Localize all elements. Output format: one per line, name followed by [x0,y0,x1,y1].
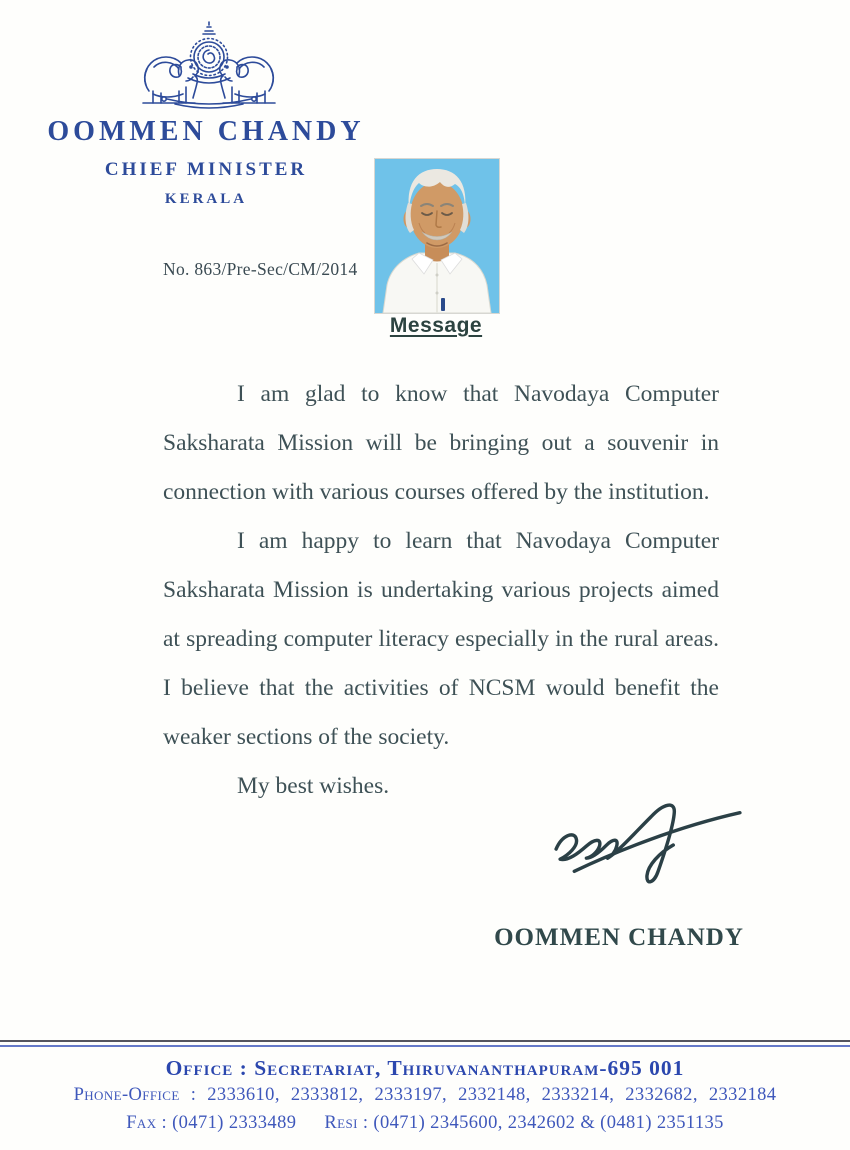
kerala-state-emblem-icon [133,16,285,114]
letterhead [28,116,384,208]
letter-body [163,370,719,811]
footer-phone-line: Phone-Office : 2333610, 2333812, 2333197, 2332148, 2333214, 2332682, 2332184 [73,1085,777,1105]
reference-number: No. 863/Pre-Sec/CM/2014 [163,259,358,279]
footer-office-line: Office : Secretariat, Thiruvananthapuram-695 001 [165,1056,685,1080]
footer-fax-number: Fax : (0471) 2333489 [126,1113,297,1133]
body-paragraph-1: I am glad to know that Navodaya Computer Saksharata Mission will be bringing out a souvenir in connection with various courses offered by the institution. [163,381,719,505]
footer-resi-number: Resi : (0471) 2345600, 2342602 & (0481) 2351135 [324,1113,724,1133]
footer-fax-line [0,1113,850,1134]
letterhead-title: CHIEF MINISTER [104,159,308,180]
letterhead-state: KERALA [164,191,248,207]
footer-rule-blue [0,1045,850,1047]
footer-rule-dark [0,1040,850,1042]
body-paragraph-3: My best wishes. [237,773,390,799]
body-paragraph-2: I am happy to learn that Navodaya Computer Saksharata Mission is undertaking various projects aimed at spreading computer literacy especially in the rural areas. I believe that the activities of NCSM would benefit the weaker sections of the society. [163,528,719,750]
signature-icon [546,790,748,892]
message-heading: Message [389,314,483,337]
cm-portrait-photo [374,158,500,314]
letterhead-name: OOMMEN CHANDY [47,116,365,147]
signatory-name: OOMMEN CHANDY [494,924,744,951]
